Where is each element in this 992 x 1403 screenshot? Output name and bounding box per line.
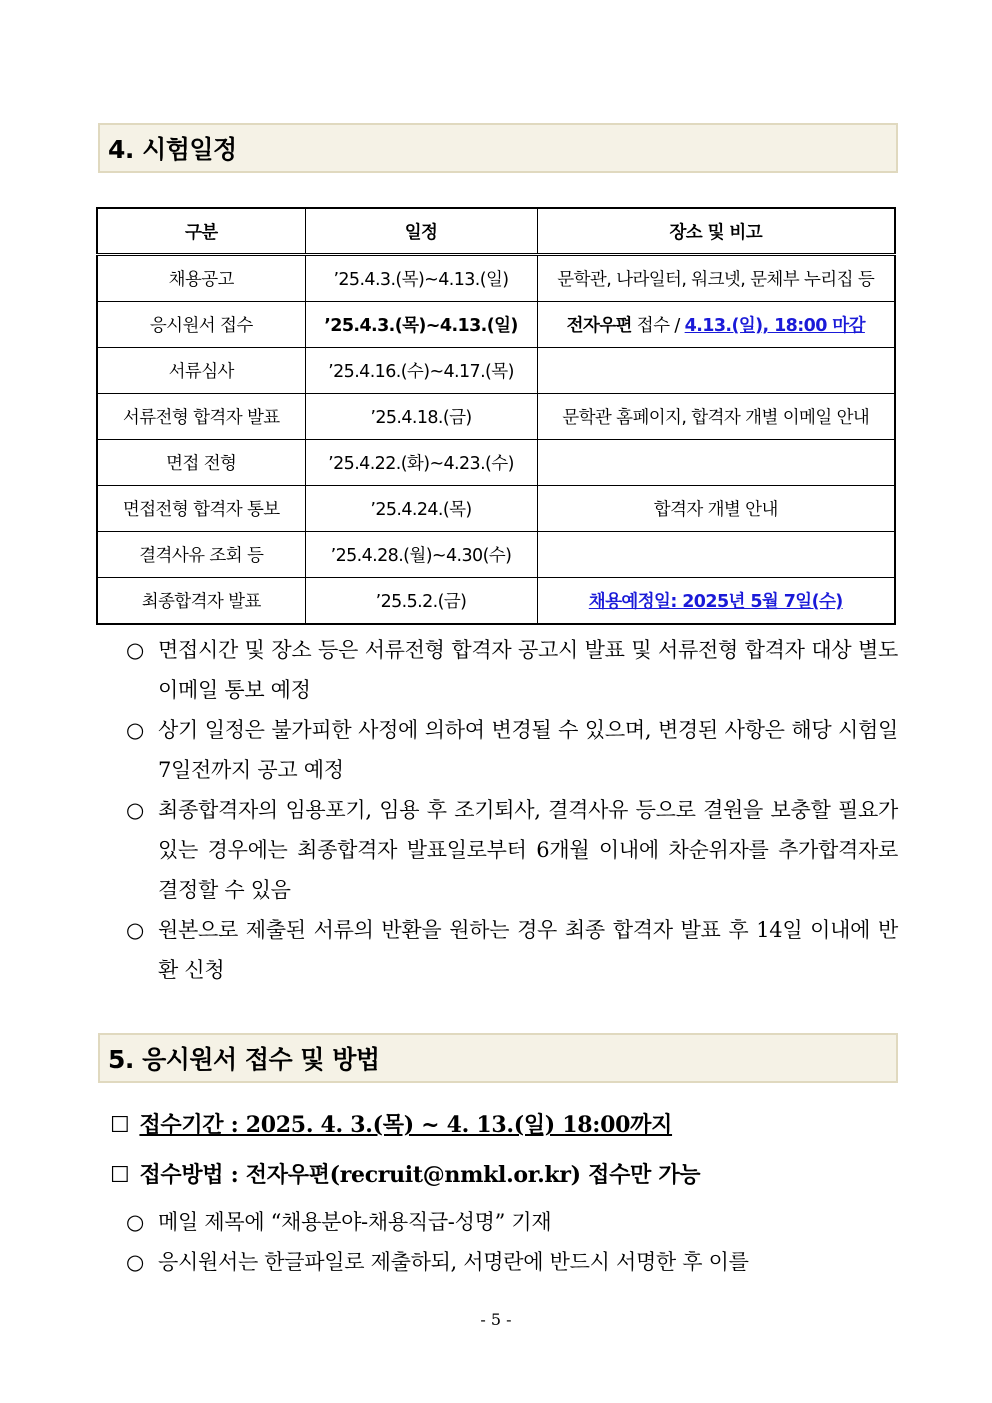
table-row xyxy=(97,578,895,625)
header-category: 구분 xyxy=(97,208,305,255)
row-category: 면접전형 합격자 통보 xyxy=(97,486,305,532)
bullet-text: 면접시간 및 장소 등은 서류전형 합격자 공고시 발표 및 서류전형 합격자 대상 별도 이메일 통보 예정 xyxy=(158,638,898,702)
row-category: 서류심사 xyxy=(97,348,305,394)
table-row xyxy=(97,440,895,486)
section-4-heading xyxy=(98,123,898,173)
section-5-heading xyxy=(98,1033,898,1083)
bullet-item xyxy=(126,630,898,710)
row-note xyxy=(537,440,895,486)
row-date: ’25.5.2.(금) xyxy=(305,578,537,625)
bullet-mark: ○ xyxy=(126,1210,145,1234)
page-number: - 5 - xyxy=(480,1310,512,1329)
row-note xyxy=(537,578,895,625)
application-method xyxy=(110,1158,700,1189)
bullet-text: 최종합격자의 임용포기, 임용 후 조기퇴사, 결격사유 등으로 결원을 보충할 필요가 있는 경우에는 최종합격자 발표일로부터 6개월 이내에 차순위자를 추가합격자로 결정할 수 있음 xyxy=(158,798,898,902)
bullet-mark: ○ xyxy=(126,918,145,942)
bullet-text: 원본으로 제출된 서류의 반환을 원하는 경우 최종 합격자 발표 후 14일 이내에 반환 신청 xyxy=(158,918,898,982)
method-text: 접수방법 : 전자우편(recruit@nmkl.or.kr) 접수만 가능 xyxy=(139,1162,701,1188)
header-note: 장소 및 비고 xyxy=(537,208,895,255)
row-date: ’25.4.24.(목) xyxy=(305,486,537,532)
table-header-row xyxy=(97,208,895,255)
note-bold: 전자우편 xyxy=(566,316,632,336)
row-category: 결격사유 조회 등 xyxy=(97,532,305,578)
row-note: 문학관, 나라일터, 워크넷, 문체부 누리집 등 xyxy=(537,255,895,302)
application-period xyxy=(110,1108,672,1139)
exam-schedule-table xyxy=(96,207,896,625)
bullet-mark: ○ xyxy=(126,798,145,822)
bullet-item xyxy=(126,790,898,910)
row-category: 면접 전형 xyxy=(97,440,305,486)
row-note: 문학관 홈페이지, 합격자 개별 이메일 안내 xyxy=(537,394,895,440)
checkbox-square-icon: ☐ xyxy=(110,1163,130,1188)
period-text: 접수기간 : 2025. 4. 3.(목) ~ 4. 13.(일) 18:00까지 xyxy=(139,1112,673,1138)
checkbox-square-icon: ☐ xyxy=(110,1113,130,1138)
bullet-item xyxy=(126,710,898,790)
table-row xyxy=(97,532,895,578)
bullet-item xyxy=(126,910,898,990)
bullet-mark: ○ xyxy=(126,1250,145,1274)
sub-bullet-text: 메일 제목에 “채용분야-채용직급-성명” 기재 xyxy=(158,1210,552,1234)
table-row xyxy=(97,255,895,302)
row-category: 최종합격자 발표 xyxy=(97,578,305,625)
row-date: ’25.4.22.(화)~4.23.(수) xyxy=(305,440,537,486)
bullet-text: 상기 일정은 불가피한 사정에 의하여 변경될 수 있으며, 변경된 사항은 해당 시험일 7일전까지 공고 예정 xyxy=(158,718,898,782)
row-category: 채용공고 xyxy=(97,255,305,302)
deadline-link: 4.13.(일), 18:00 마감 xyxy=(684,316,865,336)
sub-bullet-item xyxy=(126,1246,898,1276)
bullet-mark: ○ xyxy=(126,718,145,742)
row-category: 서류전형 합격자 발표 xyxy=(97,394,305,440)
bullet-mark: ○ xyxy=(126,638,145,662)
table-row xyxy=(97,348,895,394)
header-date: 일정 xyxy=(305,208,537,255)
row-date: ’25.4.28.(월)~4.30(수) xyxy=(305,532,537,578)
row-date: ’25.4.16.(수)~4.17.(목) xyxy=(305,348,537,394)
sub-bullet-item xyxy=(126,1206,898,1236)
table-row xyxy=(97,486,895,532)
hire-date-note: 채용예정일: 2025년 5월 7일(수) xyxy=(588,592,843,612)
row-note: 합격자 개별 안내 xyxy=(537,486,895,532)
sub-bullet-text: 응시원서는 한글파일로 제출하되, 서명란에 반드시 서명한 후 이를 xyxy=(158,1250,749,1274)
row-date: ’25.4.3.(목)~4.13.(일) xyxy=(305,255,537,302)
note-mid: 접수 / xyxy=(631,316,685,336)
row-note xyxy=(537,302,895,348)
row-date: ’25.4.3.(목)~4.13.(일) xyxy=(305,302,537,348)
row-note xyxy=(537,532,895,578)
row-category: 응시원서 접수 xyxy=(97,302,305,348)
row-date: ’25.4.18.(금) xyxy=(305,394,537,440)
table-row xyxy=(97,394,895,440)
section-4-title: 4. 시험일정 xyxy=(108,135,237,164)
table-row xyxy=(97,302,895,348)
section-5-title: 5. 응시원서 접수 및 방법 xyxy=(108,1045,380,1074)
row-note xyxy=(537,348,895,394)
